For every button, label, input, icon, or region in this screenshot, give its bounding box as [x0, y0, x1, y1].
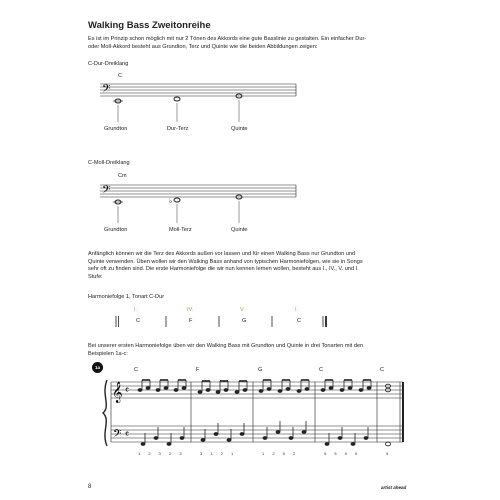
degree-label: I. [295, 307, 299, 313]
score-chord: F [196, 367, 200, 373]
chord-symbol: F [189, 318, 193, 324]
score-chord: C [319, 367, 324, 373]
body-paragraph [88, 251, 406, 281]
example-intro-line: Bei unserer ersten Harmoniefolge üben wir den Walking Bass mit Grundton und Quinte in drei Tonarten mit den [88, 343, 364, 349]
chord-symbol: C [136, 318, 141, 324]
note-label: Moll-Terz [169, 227, 192, 233]
brace-icon [103, 380, 107, 446]
example1-chord: C [118, 73, 123, 79]
note-label: Quinte [231, 126, 248, 132]
body-line: Stufe: [88, 273, 103, 280]
fingering: 5 [386, 451, 389, 456]
bass-clef-icon: 𝄢 [102, 83, 111, 98]
example2-label: C-Moll-Dreiklang [88, 160, 130, 166]
bass-clef-icon: 𝄢 [113, 428, 122, 443]
fingering: 5 5 5 5 [324, 451, 358, 456]
intro-line: Es ist im Prinzip schon möglich mit nur 2 Tönen des Akkords eine gute Basslinie zu gestalten. Ein einfacher Dur- [88, 36, 367, 42]
score-chord: C [134, 367, 139, 373]
whole-note-icon [174, 198, 180, 202]
note-label: Grundton [104, 126, 128, 132]
example-intro-line: Beispielen 1a-c: [88, 350, 128, 357]
score-chord: C [380, 367, 385, 373]
progression-label: Harmoniefolge 1, Tonart C-Dur [88, 294, 165, 300]
example-number-badge: 1a [92, 362, 103, 373]
intro-paragraph [88, 36, 406, 51]
degree-label: I. [134, 307, 138, 313]
score-example-1a [103, 378, 409, 450]
common-time-icon: 𝄴 [125, 430, 130, 440]
staff-c-minor-triad [100, 183, 300, 223]
bass-clef-icon: 𝄢 [102, 184, 111, 199]
score-chord: G [258, 367, 263, 373]
common-time-icon: 𝄴 [125, 386, 130, 396]
example2-chord: Cm [118, 173, 127, 179]
treble-clef-icon: 𝄞 [112, 382, 123, 403]
staff-c-major-triad [100, 82, 300, 122]
page-title: Walking Bass Zweitonreihe [88, 20, 211, 31]
note-label: Grundton [104, 227, 128, 233]
body-line: Quinte verwenden. Üben wollen wir den Walking Bass anhand von typischen Harmoniefolgen, wie sie in Songs [88, 258, 363, 265]
fingering: 3 1 2 1 [200, 451, 234, 456]
example-intro [88, 343, 406, 358]
chord-symbol: G [242, 318, 247, 324]
example1-label: C-Dur-Dreiklang [88, 61, 129, 67]
degree-label: V. [240, 307, 245, 313]
whole-note-icon [174, 97, 180, 101]
body-line: sehr oft zu finden sind. Die erste Harmoniefolge die wir nun kennen lernen wollen, besteht aus I., IV., V. und I. [88, 266, 359, 273]
brand-logo: artist ahead [381, 485, 407, 490]
page-number: 8 [88, 484, 92, 490]
flat-icon: ♭ [169, 197, 173, 205]
fingering: 1 2 5 2 [262, 451, 296, 456]
degree-label: IV. [187, 307, 194, 313]
body-line: Anfänglich können wir die Terz des Akkords außen vor lassen und für einen Walking Bass nur Grundton und [88, 251, 356, 257]
chord-symbol: C [297, 318, 302, 324]
intro-line: oder Moll-Akkord besteht aus Grundton, Terz und Quinte wie die beiden Abbildungen zeigen: [88, 43, 318, 50]
note-label: Dur-Terz [167, 126, 189, 132]
note-label: Quinte [231, 227, 248, 233]
fingering: 1 2 3 2 3 [138, 451, 182, 456]
